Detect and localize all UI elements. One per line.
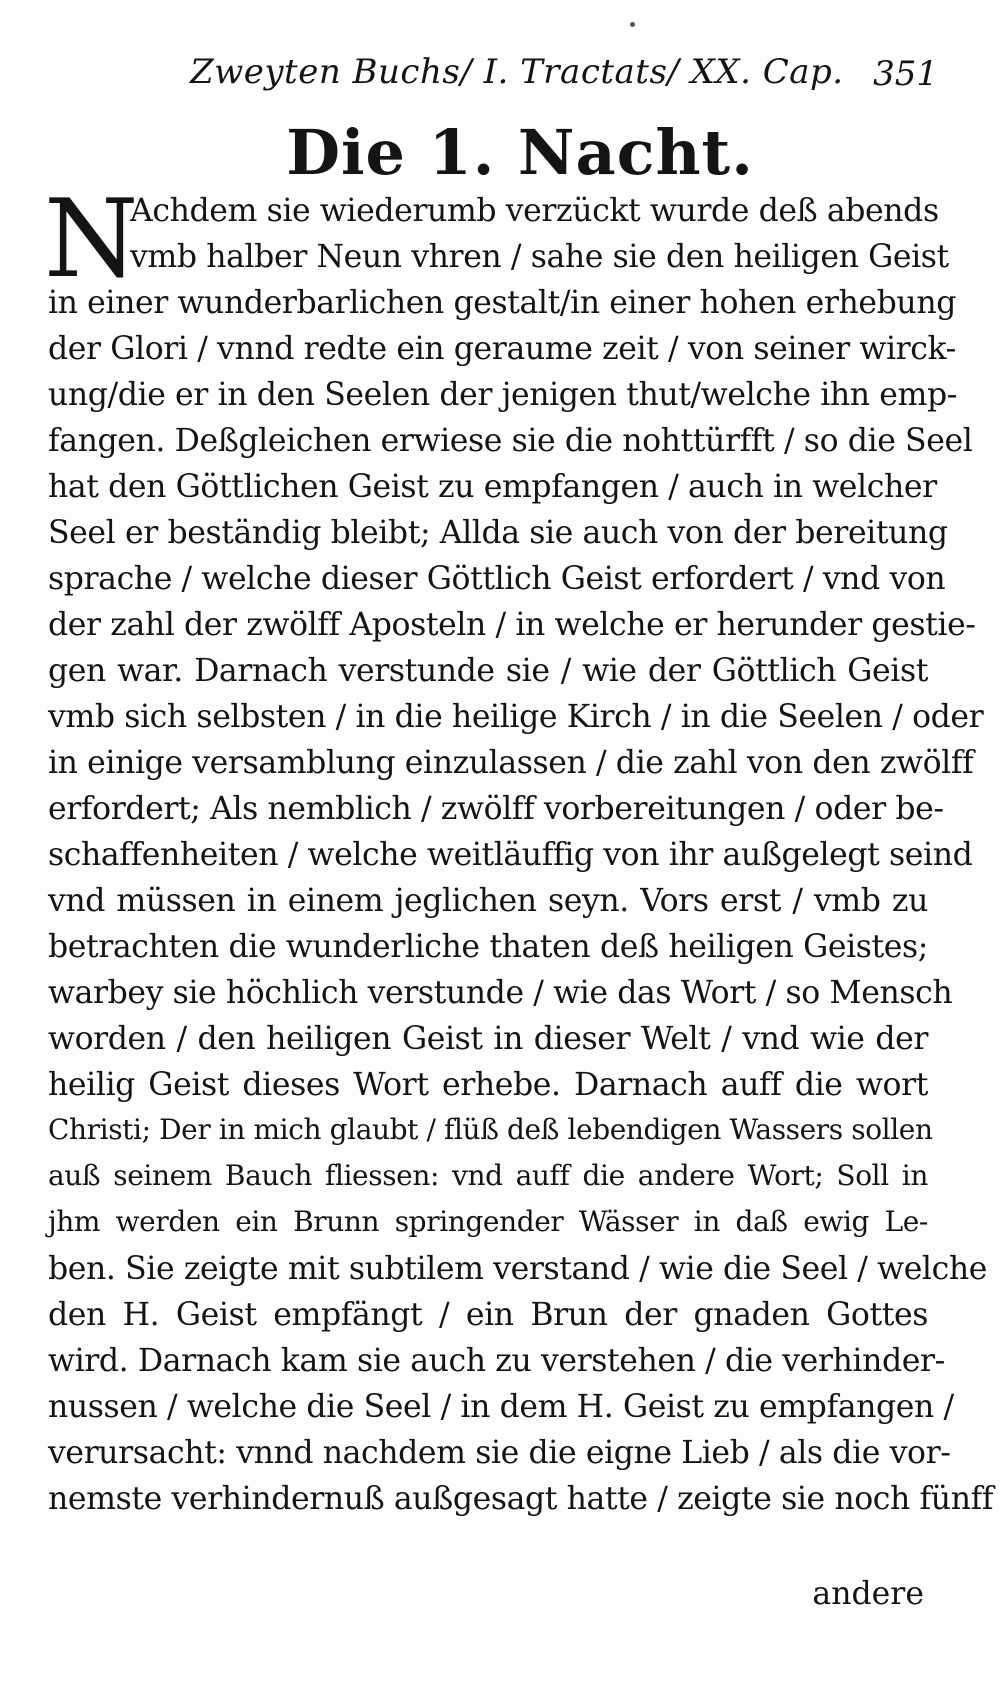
text-line: worden / den heiligen Geist in dieser Welt / vnd wie der <box>48 1021 928 1057</box>
text-line: verursacht: vnnd nachdem sie die eigne Lieb / als die vor- <box>48 1435 951 1471</box>
text-line: heilig Geist dieses Wort erhebe. Darnach auff die wort <box>48 1067 928 1103</box>
page-number: 351 <box>873 54 938 94</box>
text-line: gen war. Darnach verstunde sie / wie der Göttlich Geist <box>48 653 928 689</box>
text-line: sprache / welche dieser Göttlich Geist erfordert / vnd von <box>48 561 946 597</box>
text-line: jhm werden ein Brunn springender Wässer in daß ewig Le- <box>48 1205 928 1238</box>
drop-cap: N <box>44 177 139 302</box>
text-line: den H. Geist empfängt / ein Brun der gnaden Gottes <box>48 1297 928 1333</box>
chapter-title: Die 1. Nacht. <box>286 116 754 189</box>
catchword: andere <box>812 1576 924 1612</box>
text-line: vmb halber Neun vhren / sahe sie den heiligen Geist <box>130 239 949 275</box>
text-line: vmb sich selbsten / in die heilige Kirch / in die Seelen / oder <box>48 699 984 735</box>
text-line: hat den Göttlichen Geist zu empfangen / auch in welcher <box>48 469 937 505</box>
text-line: ben. Sie zeigte mit subtilem verstand / wie die Seel / welche <box>48 1251 987 1287</box>
text-line: Achdem sie wiederumb verzückt wurde deß abends <box>130 193 939 229</box>
text-line: schaffenheiten / welche weitläuffig von ihr außgelegt seind <box>48 837 973 873</box>
ink-speck <box>630 22 635 27</box>
text-line: der zahl der zwölff Aposteln / in welche er herunder gestie- <box>48 607 976 643</box>
text-line: vnd müssen in einem jeglichen seyn. Vors erst / vmb zu <box>48 883 928 919</box>
text-line: nemste verhindernuß außgesagt hatte / zeigte sie noch fünff <box>48 1481 994 1517</box>
running-head: Zweyten Buchs/ I. Tractats/ XX. Cap. <box>190 52 844 92</box>
text-line: ung/die er in den Seelen der jenigen thut/welche ihn emp- <box>48 377 958 413</box>
text-line: Seel er beständig bleibt; Allda sie auch von der bereitung <box>48 515 948 551</box>
text-line: der Glori / vnnd redte ein geraume zeit / von seiner wirck- <box>48 331 956 367</box>
text-line: in einer wunderbarlichen gestalt/in einer hohen erhebung <box>48 285 956 321</box>
text-line: erfordert; Als nemblich / zwölff vorbereitungen / oder be- <box>48 791 944 827</box>
text-line: nussen / welche die Seel / in dem H. Geist zu empfangen / <box>48 1389 954 1425</box>
text-line: wird. Darnach kam sie auch zu verstehen / die verhinder- <box>48 1343 945 1379</box>
text-line: Christi; Der in mich glaubt / flüß deß lebendigen Wassers sollen <box>48 1113 933 1146</box>
text-line: warbey sie höchlich verstunde / wie das Wort / so Mensch <box>48 975 953 1011</box>
text-line: in einige versamblung einzulassen / die zahl von den zwölff <box>48 745 974 781</box>
text-line: auß seinem Bauch fliessen: vnd auff die andere Wort; Soll in <box>48 1159 928 1192</box>
text-line: fangen. Deßgleichen erwiese sie die nohttürfft / so die Seel <box>48 423 973 459</box>
text-line: betrachten die wunderliche thaten deß heiligen Geistes; <box>48 929 928 965</box>
